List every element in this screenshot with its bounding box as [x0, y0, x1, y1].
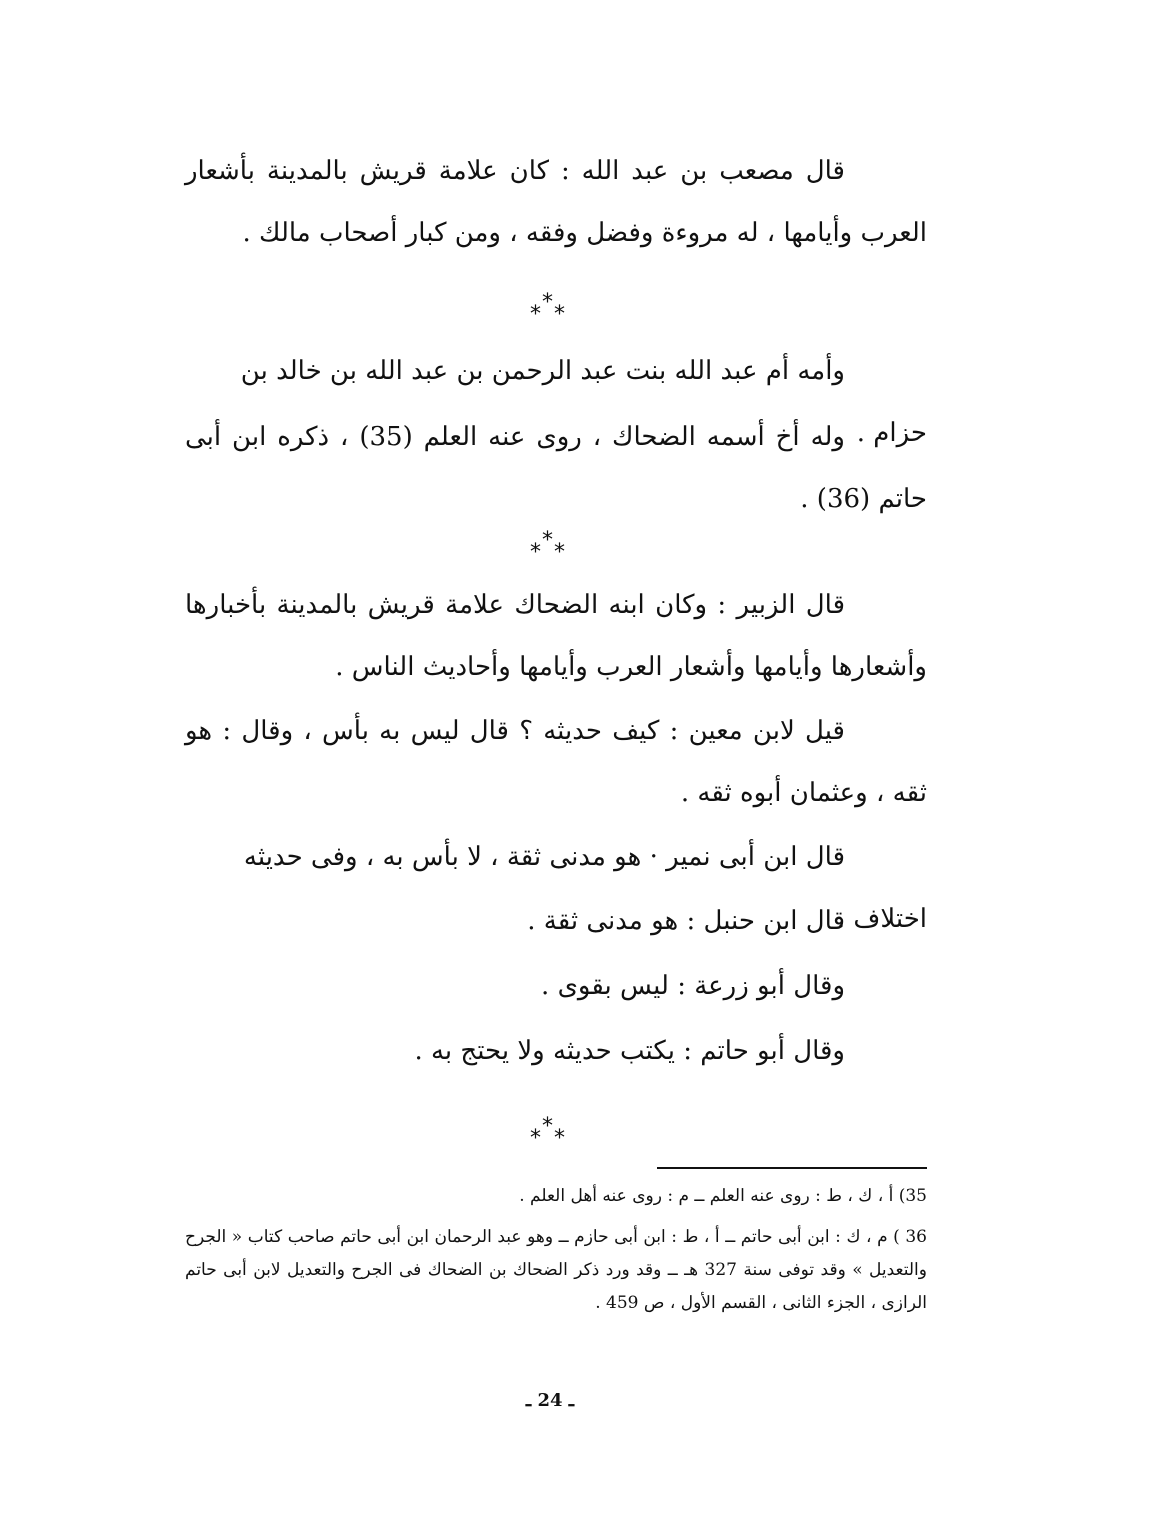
paragraph-abu-zura [185, 955, 927, 1017]
paragraph-text: وقال أبو حاتم : يكتب حديثه ولا يحتج به . [414, 1036, 845, 1066]
asterisk-icon: * [554, 540, 565, 565]
paragraph-ibn-maeen [185, 700, 927, 824]
asterisk-icon: * [530, 540, 541, 565]
asterisk-icon: * [542, 1114, 553, 1139]
footnote-35: 35) أ ، ك ، ط : روى عنه العلم ــ م : روى عنه أهل العلم . [519, 1186, 927, 1206]
paragraph-musab [185, 140, 927, 264]
section-separator-3 [520, 1116, 580, 1152]
paragraph-text: قال مصعب بن عبد الله : كان علامة قريش بالمدينة بأشعار العرب وأيامها ، له مروءة وفضل وفقه ، ومن كبار أصحاب مالك . [185, 156, 927, 248]
paragraph-text: قيل لابن معين : كيف حديثه ؟ قال ليس به بأس ، وقال : هو ثقه ، وعثمان أبوه ثقه . [185, 716, 927, 808]
paragraph-text: قال ابن حنبل : هو مدنى ثقة . [527, 906, 845, 936]
paragraph-abu-hatim [185, 1020, 927, 1082]
paragraph-text: وله أخ أسمه الضحاك ، روى عنه العلم (35) ، ذكره ابن أبى حاتم (36) . [185, 422, 927, 514]
asterisk-icon: * [542, 290, 553, 315]
asterisk-icon: * [530, 1126, 541, 1151]
paragraph-zubair [185, 574, 927, 698]
footnote-36: 36 ) م ، ك : ابن أبى حاتم ــ أ ، ط : ابن أبى حازم ــ وهو عبد الرحمان ابن أبى حاتم صاحب كتاب « الجرح والتعديل » وقد توفى سنة 327 هـ ــ وقد ورد ذكر الضحاك بن الضحاك فى الجرح والتعديل لابن أبى حاتم الرازى ، الجزء الثانى ، القسم الأول ، ص 459 . [185, 1227, 927, 1313]
paragraph-text: قال ابن أبى نمير · هو مدنى ثقة ، لا بأس به ، وفى حديثه اختلاف . [243, 842, 927, 934]
footnote-divider [657, 1167, 927, 1169]
paragraph-brother [185, 406, 927, 530]
paragraph-text: وأمه أم عبد الله بنت عبد الرحمن بن عبد الله بن خالد بن حزام . [240, 356, 927, 448]
paragraph-ibn-hanbal [185, 890, 927, 952]
asterisk-icon: * [542, 528, 553, 553]
paragraph-text: قال الزبير : وكان ابنه الضحاك علامة قريش بالمدينة بأخبارها وأشعارها وأيامها وأشعار العرب وأيامها وأحاديث الناس . [185, 590, 927, 682]
paragraph-text: وقال أبو زرعة : ليس بقوى . [541, 971, 845, 1001]
section-separator-2 [520, 530, 580, 566]
asterisk-icon: * [554, 302, 565, 327]
page-number: ـ 24 ـ [525, 1390, 575, 1411]
asterisk-icon: * [530, 302, 541, 327]
footnotes [185, 1180, 927, 1320]
asterisk-icon: * [554, 1126, 565, 1151]
section-separator-1 [520, 292, 580, 328]
